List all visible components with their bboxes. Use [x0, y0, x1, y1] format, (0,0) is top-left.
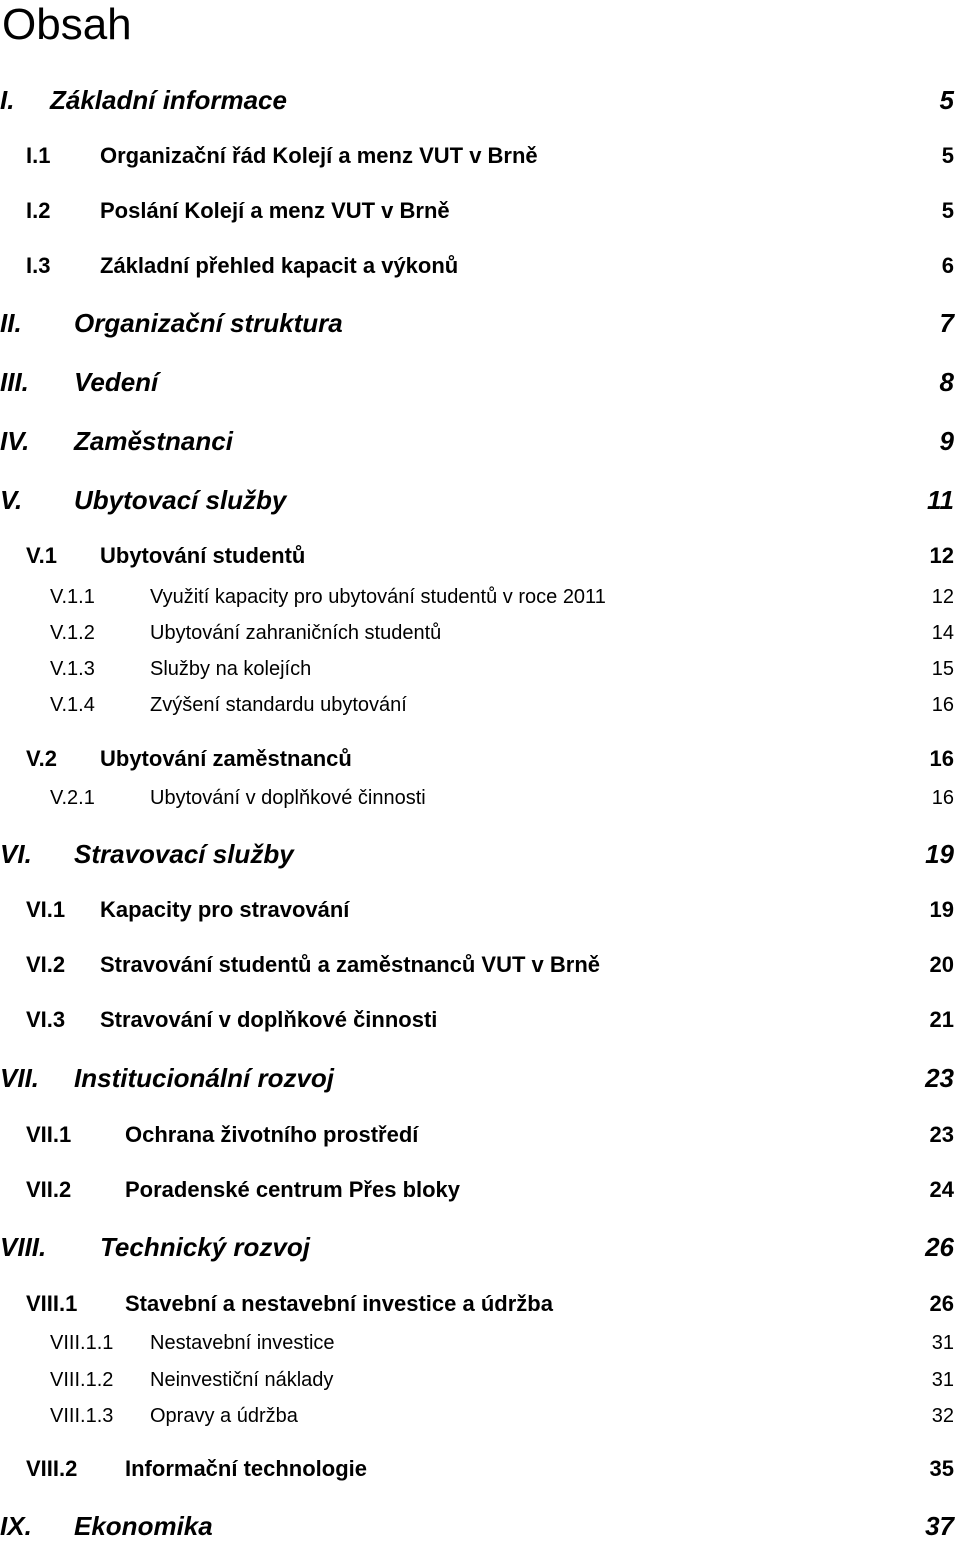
page-title: Obsah — [2, 0, 132, 49]
toc-entry-page: 24 — [929, 1177, 954, 1202]
toc-entry-page: 26 — [925, 1232, 954, 1262]
toc-entry-page: 5 — [941, 143, 954, 168]
toc-entry-number: VIII.1.3 — [50, 1405, 114, 1427]
toc-entry-number: V.2.1 — [50, 787, 95, 809]
toc-entry-number: VI. — [0, 839, 32, 869]
toc-entry-title: Kapacity pro stravování — [100, 897, 350, 922]
toc-entry-title: Ubytování zahraničních studentů — [150, 622, 442, 644]
toc-entry-number: I.1 — [26, 143, 51, 168]
toc-entry-title: Zvýšení standardu ubytování — [150, 694, 407, 716]
toc-entry-title: Nestavební investice — [150, 1332, 335, 1354]
toc-entry-number: I.3 — [26, 253, 51, 278]
toc-entry-number: VIII. — [0, 1232, 47, 1262]
toc-entry-title: Ubytovací služby — [74, 485, 287, 515]
toc-entry-title: Organizační řád Kolejí a menz VUT v Brně — [100, 143, 538, 168]
toc-entry-page: 12 — [931, 586, 954, 608]
toc-entry-number: VI.3 — [26, 1007, 66, 1032]
toc-entry-page: 12 — [929, 543, 954, 568]
toc-entry-number: V.1.4 — [50, 694, 95, 716]
toc-entry-page: 37 — [925, 1511, 954, 1541]
toc-entry-number: V.1.1 — [50, 586, 95, 608]
toc-entry-page: 16 — [929, 746, 954, 771]
toc-entry-number: V.1.3 — [50, 658, 95, 680]
toc-entry-title: Zaměstnanci — [74, 426, 233, 456]
toc-entry-number: IV. — [0, 426, 30, 456]
toc-entry-title: Organizační struktura — [74, 308, 343, 338]
toc-entry-title: Ochrana životního prostředí — [125, 1122, 419, 1147]
toc-entry-number: I. — [0, 85, 15, 115]
toc-entry-title: Základní přehled kapacit a výkonů — [100, 253, 459, 278]
toc-entry-page: 20 — [929, 952, 954, 977]
toc-entry-title: Stravování v doplňkové činnosti — [100, 1007, 438, 1032]
toc-entry-title: Ubytování zaměstnanců — [100, 746, 352, 771]
toc-entry-number: VIII.1.2 — [50, 1369, 114, 1391]
toc-entry-title: Poslání Kolejí a menz VUT v Brně — [100, 198, 450, 223]
toc-entry-page: 19 — [925, 839, 954, 869]
toc-entry-title: Využití kapacity pro ubytování studentů v roce 2011 — [150, 586, 606, 608]
toc-entry-number: VI.1 — [26, 897, 66, 922]
toc-entry-number: III. — [0, 367, 29, 397]
toc-entry-page: 11 — [927, 485, 954, 515]
toc-entry-page: 8 — [939, 367, 954, 397]
toc-entry-number: VII.1 — [26, 1122, 72, 1147]
toc-entry-title: Technický rozvoj — [100, 1232, 310, 1262]
toc-entry-title: Institucionální rozvoj — [74, 1063, 335, 1093]
toc-entry-page: 21 — [929, 1007, 954, 1032]
toc-entry-page: 31 — [931, 1369, 954, 1391]
toc-entry-page: 14 — [931, 622, 954, 644]
toc-entry-page: 9 — [939, 426, 954, 456]
toc-entry-title: Ubytování studentů — [100, 543, 306, 568]
toc-entry-page: 26 — [929, 1291, 954, 1316]
toc-entry-page: 19 — [929, 897, 954, 922]
toc-entry-number: V.1 — [26, 543, 58, 568]
toc-entry-number: IX. — [0, 1511, 32, 1541]
toc-entry-number: V.1.2 — [50, 622, 95, 644]
toc-entry-title: Ubytování v doplňkové činnosti — [150, 787, 426, 809]
toc-entry-title: Opravy a údržba — [150, 1405, 298, 1427]
toc-entry-page: 23 — [929, 1122, 954, 1147]
toc-entry-number: VII. — [0, 1063, 40, 1093]
toc-entry-page: 6 — [941, 253, 954, 278]
toc-entry-number: V. — [0, 485, 23, 515]
toc-entry-page: 23 — [925, 1063, 954, 1093]
toc-entry-page: 31 — [931, 1332, 954, 1354]
toc-entry-page: 7 — [939, 308, 954, 338]
toc-entry-page: 16 — [931, 694, 954, 716]
toc-entry-title: Poradenské centrum Přes bloky — [125, 1177, 461, 1202]
toc-entry-title: Informační technologie — [125, 1456, 368, 1481]
toc-entry-number: VIII.1.1 — [50, 1332, 114, 1354]
toc-entry-number: VI.2 — [26, 952, 66, 977]
toc-entry-page: 32 — [931, 1405, 954, 1427]
toc-entry-number: I.2 — [26, 198, 51, 223]
toc-entry-title: Služby na kolejích — [150, 658, 312, 680]
toc-entry-page: 35 — [929, 1456, 954, 1481]
toc-entry-title: Stravovací služby — [74, 839, 294, 869]
toc-entry-title: Stavební a nestavební investice a údržba — [125, 1291, 553, 1316]
toc-entry-number: II. — [0, 308, 22, 338]
toc-entry-page: 15 — [931, 658, 954, 680]
toc-entry-number: VIII.1 — [26, 1291, 78, 1316]
toc-entry-number: VIII.2 — [26, 1456, 78, 1481]
toc-entry-title: Základní informace — [50, 85, 287, 115]
toc-entry-title: Neinvestiční náklady — [150, 1369, 334, 1391]
toc-entry-number: V.2 — [26, 746, 58, 771]
toc-entry-page: 5 — [941, 198, 954, 223]
toc-entry-number: VII.2 — [26, 1177, 72, 1202]
toc-entry-page: 16 — [931, 787, 954, 809]
toc-entry-page: 5 — [939, 85, 954, 115]
toc-entry-title: Stravování studentů a zaměstnanců VUT v Brně — [100, 952, 601, 977]
toc-entry-title: Vedení — [74, 367, 159, 397]
toc-entry-title: Ekonomika — [74, 1511, 213, 1541]
